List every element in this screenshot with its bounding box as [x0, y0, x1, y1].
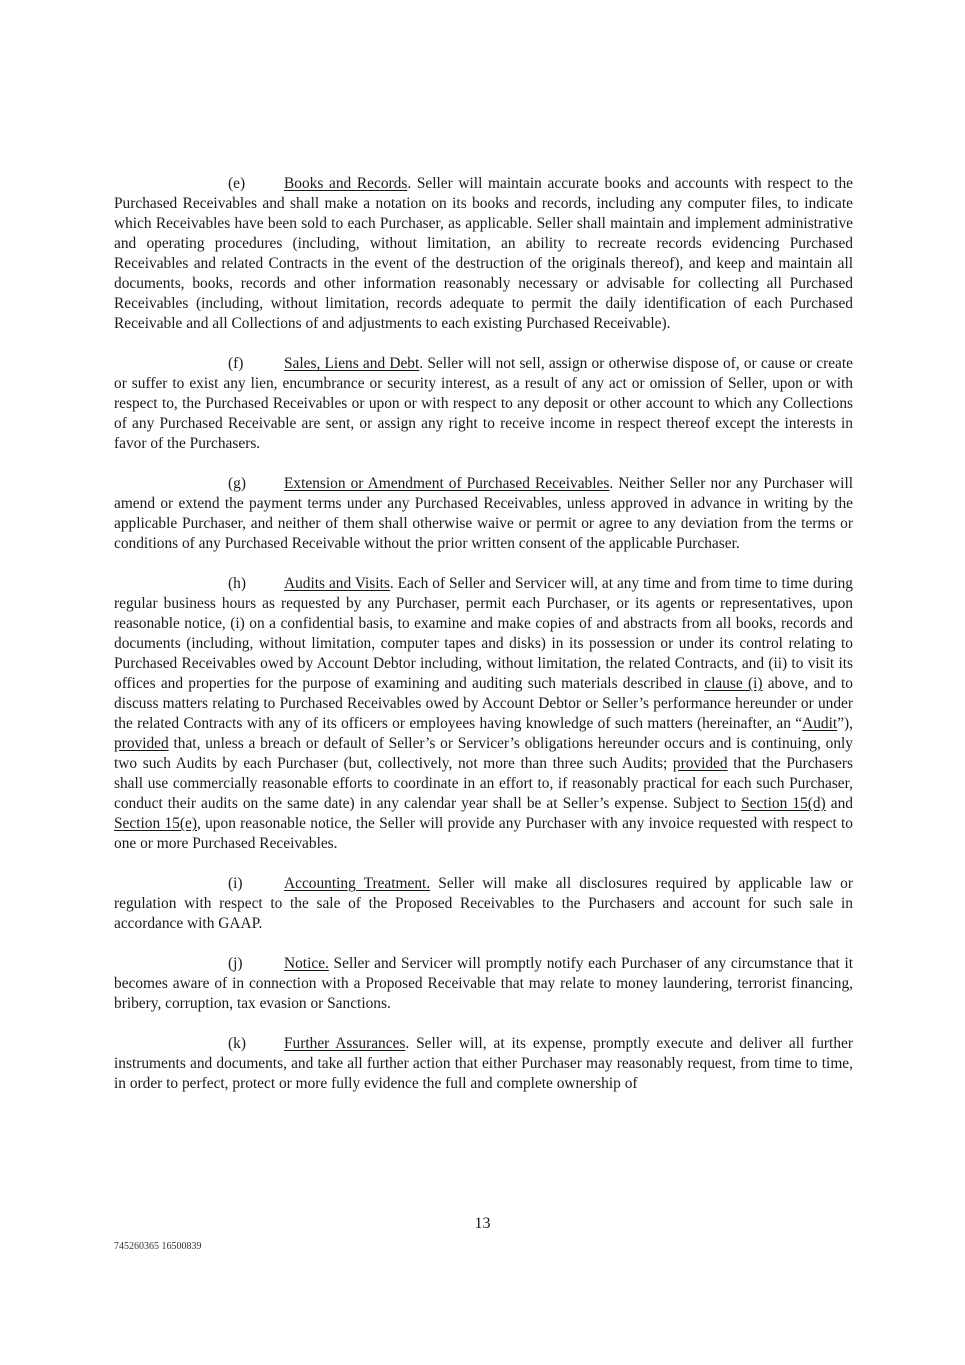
paragraph-text: . Each of Seller and Servicer will, at any time and from time to time during regular business hours as requested by any Purchaser, permit each Purchaser, or its agents or representatives, upon reasonable notice, (i) on a confidential basis, to examine and make copies of and abstracts from all books, records and documents (including, without limitation, computer tapes and disks) in its possession or under its control relating to Purchased Receivables owed by Account Debtor including, without limitation, the related Contracts, and (ii) to visit its offices and properties for the purpose of examining and auditing such materials described in	[114, 575, 854, 692]
paragraph	[114, 1034, 853, 1094]
underlined-term: provided	[672, 755, 728, 772]
paragraph-label: (i)	[228, 875, 243, 892]
paragraph-label: (g)	[228, 475, 246, 492]
document-id: 745260365 16500839	[114, 1241, 202, 1252]
paragraph-text: Seller and Servicer will promptly notify each Purchaser of any circumstance that it becomes aware of in connection with a Proposed Receivable that may relate to money laundering, terrorist financing, bribery, corruption, tax evasion or Sanctions.	[114, 955, 853, 1012]
underlined-term: Notice.	[284, 955, 329, 972]
paragraph-text: . Seller will maintain accurate books and accounts with respect to the Purchased Receivables and shall make a notation on its books and records, including any computer files, to indicate which Receivables have been sold to each Purchaser, as applicable. Seller shall maintain and implement administrative and operating procedures (including, without limitation, an ability to recreate records evidencing Purchased Receivables and related Contracts in the event of the destruction of the originals thereof), and keep and maintain all documents, books, records and other information reasonably necessary or advisable for collecting all Purchased Receivables (including, without limitation, records adequate to permit the daily identification of each Purchased Receivable and all Collections of and adjustments to each existing Purchased Receivable).	[114, 175, 853, 332]
underlined-term: Extension or Amendment of Purchased Receivables	[284, 475, 610, 492]
paragraph-text: , upon reasonable notice, the Seller will provide any Purchaser with any invoice requested with respect to one or more Purchased Receivables.	[114, 815, 854, 852]
paragraph	[114, 874, 853, 934]
paragraph-text: above, and to discuss matters relating to Purchased Receivables owed by Account Debtor or Seller’s performance hereunder or under the related Contracts with any of its officers or employees having knowledge of such matters (hereinafter, an “	[114, 675, 854, 732]
underlined-term: Audit	[802, 715, 838, 732]
underlined-term: Section 15(e)	[114, 815, 197, 832]
paragraph-label: (k)	[228, 1035, 246, 1052]
underlined-term: Accounting Treatment.	[284, 875, 431, 892]
paragraph-text: and	[825, 795, 853, 812]
paragraph	[114, 574, 853, 854]
body-text	[114, 174, 853, 1114]
paragraph-text: that, unless a breach or default of Seller’s or Servicer’s obligations hereunder occurs and is continuing, only two such Audits by each Purchaser (but, collectively, not more than three such Audits;	[114, 735, 853, 772]
page-number: 13	[474, 1215, 491, 1232]
paragraph-text: . Neither Seller nor any Purchaser will amend or extend the payment terms under any Purchased Receivables, unless approved in advance in writing by the applicable Purchaser, and neither of them shall otherwise waive or permit or agree to any deviation from the terms or conditions of any Purchased Receivable without the prior written consent of the applicable Purchaser.	[114, 475, 853, 552]
paragraph	[114, 954, 853, 1014]
paragraph-text: that the Purchasers shall use commercially reasonable efforts to coordinate in an effort to, if reasonably practical for each such Purchaser, conduct their audits on the same date) in any calendar year shall be at Seller’s expense. Subject to	[114, 755, 853, 812]
paragraph	[114, 474, 853, 554]
paragraph	[114, 174, 853, 334]
paragraph	[114, 354, 853, 454]
paragraph-text: ”),	[837, 715, 853, 732]
paragraph-label: (e)	[228, 175, 246, 192]
paragraph-text: . Seller will, at its expense, promptly execute and deliver all further instruments and documents, and take all further action that either Purchaser may reasonably request, from time to time, in order to perfect, protect or more fully evidence the full and complete ownership of	[114, 1035, 853, 1092]
paragraph-label: (h)	[228, 575, 246, 592]
underlined-term: Further Assurances	[284, 1035, 406, 1052]
paragraph-label: (f)	[228, 355, 244, 372]
paragraph-label: (j)	[228, 955, 243, 972]
underlined-term: Books and Records	[284, 175, 408, 192]
paragraph-text: Seller will make all disclosures required by applicable law or regulation with respect to the sale of the Proposed Receivables to the Purchasers and account for such sale in accordance with GAAP.	[114, 875, 853, 932]
underlined-term: clause (i)	[704, 675, 763, 692]
underlined-term: Sales, Liens and Debt	[284, 355, 420, 372]
underlined-term: Section 15(d)	[741, 795, 826, 812]
underlined-term: provided	[114, 735, 169, 752]
underlined-term: Audits and Visits	[284, 575, 390, 592]
paragraph-text: . Seller will not sell, assign or otherwise dispose of, or cause or create or suffer to exist any lien, encumbrance or security interest, as a result of any act or omission of Seller, upon or with respect to, the Purchased Receivables or upon or with respect to any deposit or other account to which any Collections of any Purchased Receivable are sent, or assign any right to receive income in respect thereof except the interests in favor of the Purchasers.	[114, 355, 853, 452]
